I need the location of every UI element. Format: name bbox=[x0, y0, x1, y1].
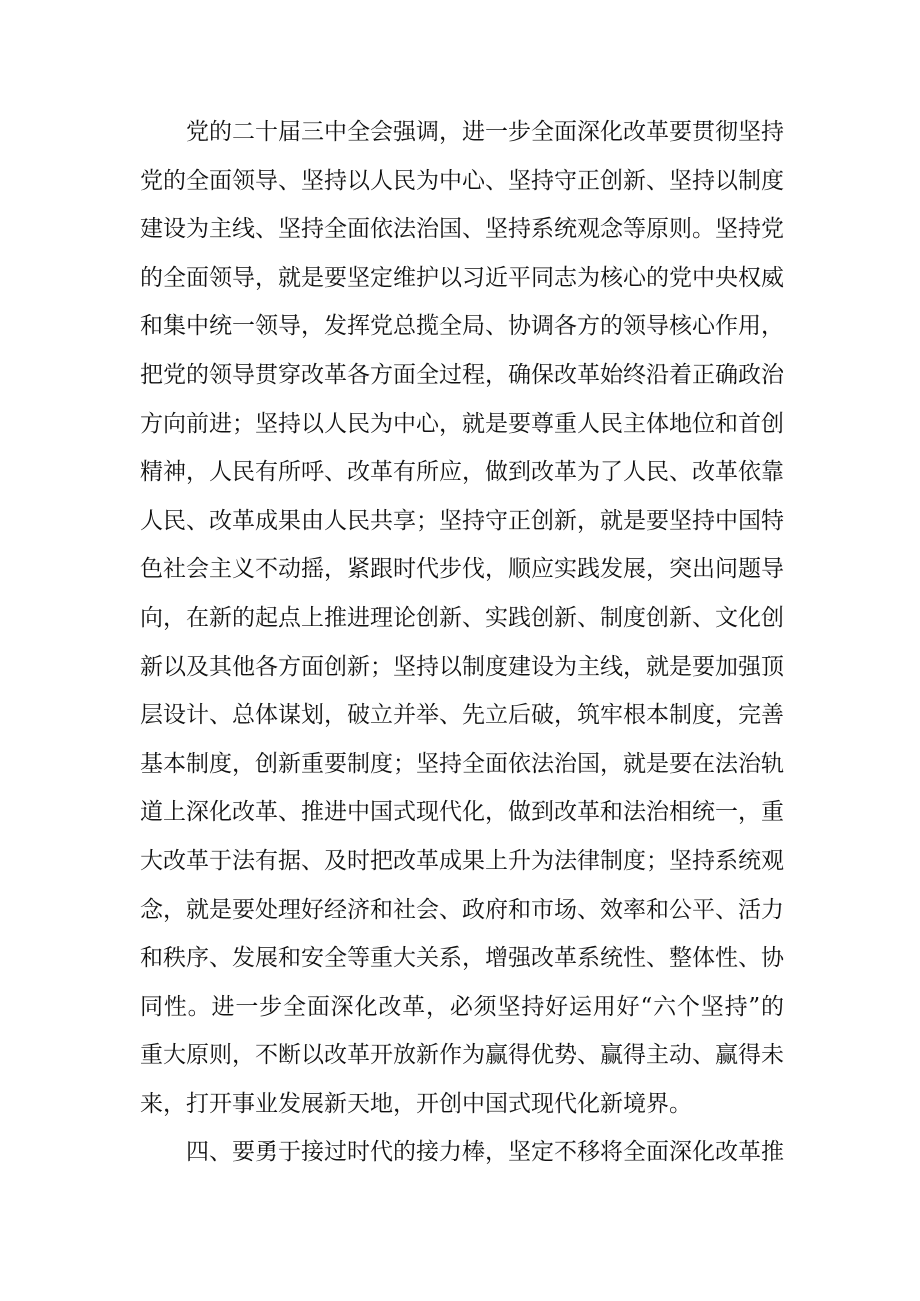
paragraph-principles: 党的二十届三中全会强调，进一步全面深化改革要贯彻坚持党的全面领导、坚持以人民为中心、坚持守正创新、坚持以制度建设为主线、坚持全面依法治国、坚持系统观念等原则。坚持党的全面领导，就是要坚定维护以习近平同志为核心的党中央权威和集中统一领导，发挥党总揽全局、协调各方的领导核心作用，把党的领导贯穿改革各方面全过程，确保改革始终沿着正确政治方向前进；坚持以人民为中心，就是要尊重人民主体地位和首创精神，人民有所呼、改革有所应，做到改革为了人民、改革依靠人民、改革成果由人民共享；坚持守正创新，就是要坚持中国特色社会主义不动摇，紧跟时代步伐，顺应实践发展，突出问题导向，在新的起点上推进理论创新、实践创新、制度创新、文化创新以及其他各方面创新；坚持以制度建设为主线，就是要加强顶层设计、总体谋划，破立并举、先立后破，筑牢根本制度，完善基本制度，创新重要制度；坚持全面依法治国，就是要在法治轨道上深化改革、推进中国式现代化，做到改革和法治相统一，重大改革于法有据、及时把改革成果上升为法律制度；坚持系统观念，就是要处理好经济和社会、政府和市场、效率和公平、活力和秩序、发展和安全等重大关系，增强改革系统性、整体性、协同性。进一步全面深化改革，必须坚持好运用好“六个坚持”的重大原则，不断以改革开放新作为赢得优势、赢得主动、赢得未来，打开事业发展新天地，开创中国式现代化新境界。 bbox=[140, 119, 784, 1117]
body-text bbox=[140, 108, 784, 1177]
paragraph-section-four: 四、要勇于接过时代的接力棒，坚定不移将全面深化改革推 bbox=[186, 1139, 784, 1166]
